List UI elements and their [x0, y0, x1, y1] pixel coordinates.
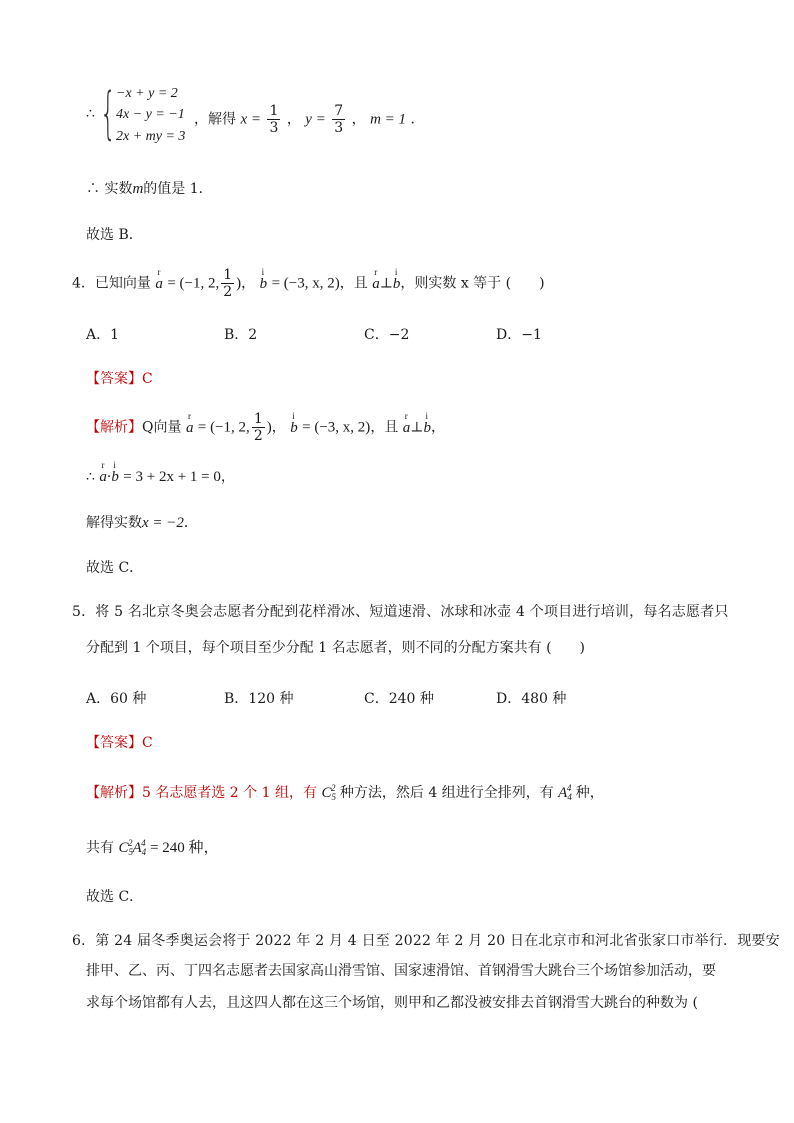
equation-system [86, 81, 425, 150]
q6-stem-line-1: 6．第 24 届冬季奥运会将于 2022 年 2 月 4 日至 2022 年 2 月 20 日在北京市和河北省张家口市举行．现要安 [72, 933, 780, 949]
q4-option-c[interactable]: C．−2 [364, 327, 410, 343]
permutation-a44: $A_4^4$ [558, 783, 572, 802]
system-eq-3: 2x + my = 3 [116, 129, 186, 144]
q4-option-a[interactable]: A．1 [86, 327, 120, 343]
q4-answer: 【答案】C [86, 371, 153, 387]
q4-analysis: 【解析】Q向量 r a = (−1, 2, $\frac{1}{2}$ )， i b = (−3, x, 2)，且 r a⊥ i b， [86, 410, 445, 444]
q5-answer: 【答案】C [86, 735, 153, 751]
x-fraction: $\frac{1}{3}$ [269, 103, 279, 136]
q5-choice: 故选 C． [86, 889, 144, 905]
combination-c52: $C_5^2$ [321, 783, 336, 802]
vector-b: i b [259, 266, 268, 292]
q5-total: 共有 $C_5^2A_4^4 = 240$ 种， [86, 838, 219, 857]
q5-stem-line-1: 5．将 5 名北京冬奥会志愿者分配到花样滑冰、短道速滑、冰球和冰壶 4 个项目进行培训，每名志愿者只 [72, 604, 729, 620]
q4-stem: 4．已知向量 r a = (−1, 2, $\frac{1}{2}$ )， i b = (−3, x, 2)，且 r a⊥ i b，则实数 x 等于 ( ) [72, 266, 545, 300]
q6-stem-line-3: 求每个场馆都有人去，且这四人都在这三个场馆，则甲和乙都没被安排去首钢滑雪大跳台的种数为 ( [86, 995, 698, 1011]
q3-conclusion: ∴ 实数m的值是 1． [86, 181, 213, 197]
q4-option-b[interactable]: B．2 [224, 327, 258, 343]
y-fraction: $\frac{7}{3}$ [334, 103, 344, 136]
q5-option-c[interactable]: C．240 种 [364, 691, 434, 707]
left-brace: { [100, 81, 117, 146]
q5-option-b[interactable]: B．120 种 [224, 691, 294, 707]
system-eq-1: −x + y = 2 [116, 86, 178, 101]
q6-stem-line-2: 排甲、乙、丙、丁四名志愿者去国家高山滑雪馆、国家速滑馆、首钢滑雪大跳台三个场馆参加活动，要 [86, 963, 716, 979]
q5-option-a[interactable]: A．60 种 [86, 691, 147, 707]
q5-option-d[interactable]: D．480 种 [496, 691, 567, 707]
q5-analysis: 【解析】5 名志愿者选 2 个 1 组，有 $C_5^2$ 种方法，然后 4 组进行全排列，有 $A_4^4$ 种， [86, 783, 604, 802]
therefore-symbol: ∴ [86, 106, 95, 122]
q4-solve: 解得实数x = −2． [86, 515, 198, 531]
system-solution: ，解得 x = $\frac{1}{3}$ ， y = $\frac{7}{3}$ ， m = 1 ． [194, 103, 425, 136]
q3-choice: 故选 B． [86, 227, 143, 243]
half-fraction: $\frac{1}{2}$ [223, 267, 233, 300]
q4-choice: 故选 C． [86, 560, 144, 576]
q4-option-d[interactable]: D．−1 [496, 327, 542, 343]
q4-dot-product: ∴ r a· i b = 3 + 2x + 1 = 0， [86, 460, 235, 485]
vector-a: r a [155, 266, 163, 292]
q5-stem-line-2: 分配到 1 个项目，每个项目至少分配 1 名志愿者，则不同的分配方案共有 ( ) [86, 640, 585, 656]
system-eq-2: 4x − y = −1 [116, 107, 185, 122]
